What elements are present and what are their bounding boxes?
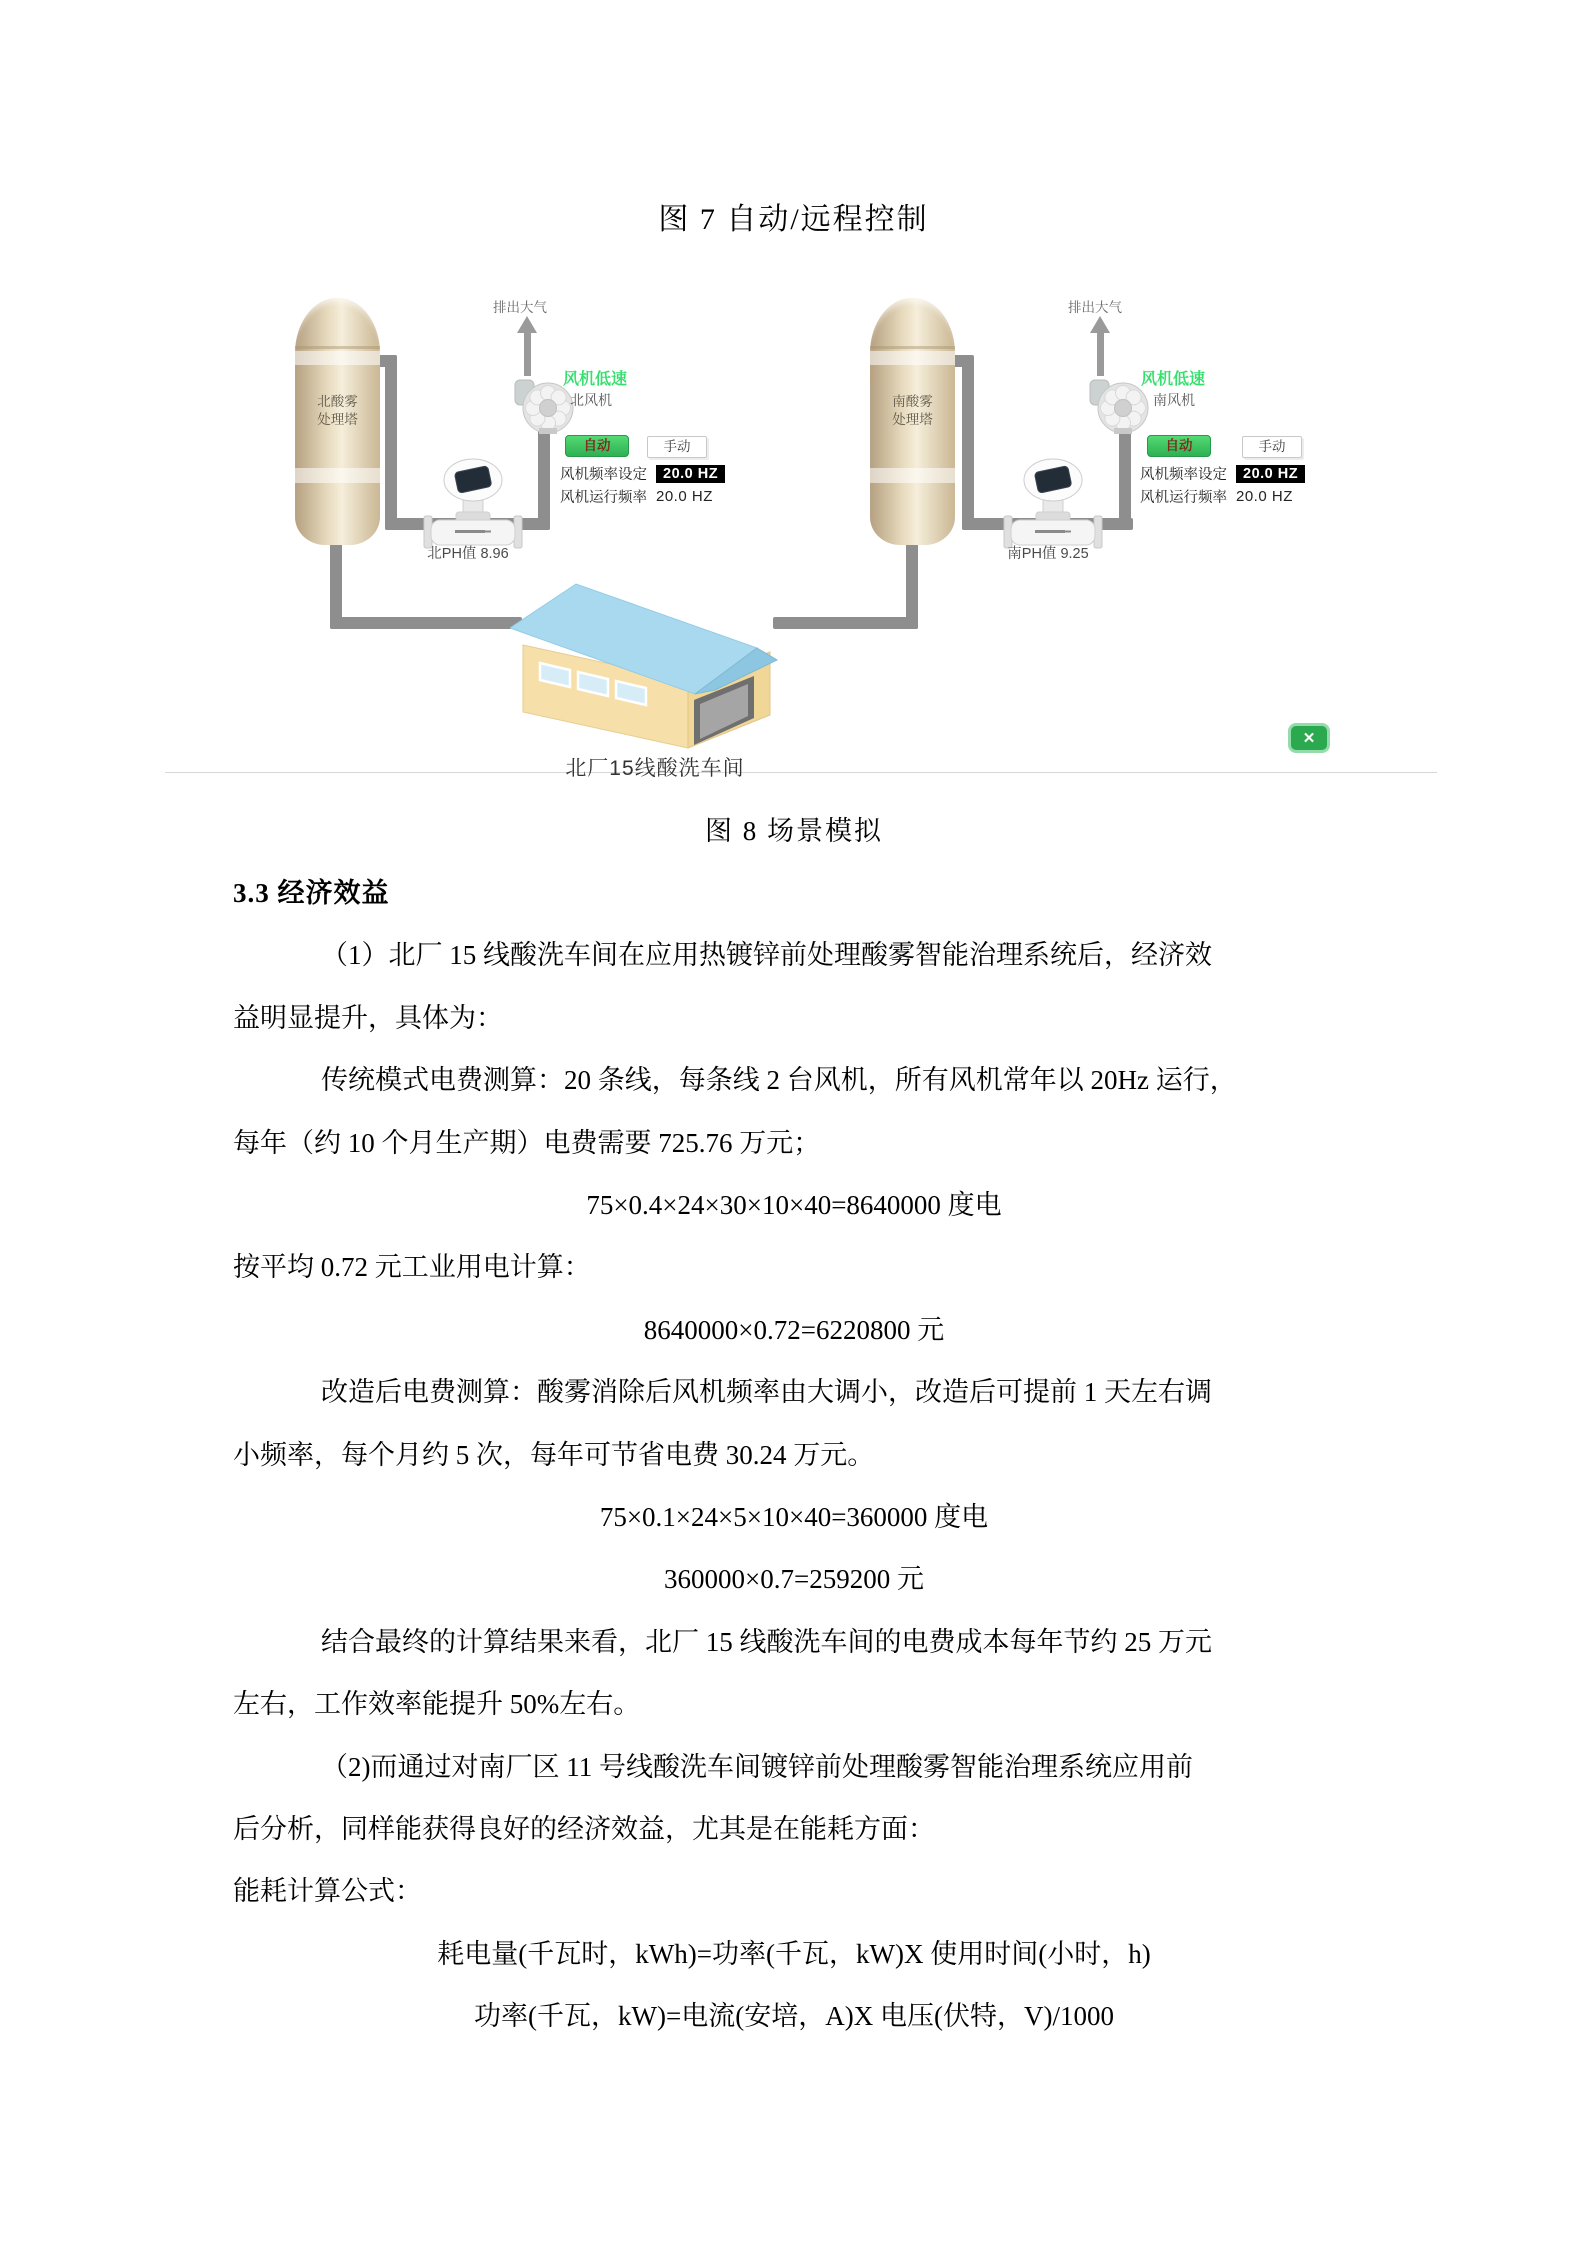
- body-line: 结合最终的计算结果来看，北厂 15 线酸洗车间的电费成本每年节约 25 万元: [321, 1626, 1212, 1657]
- formula-line: 耗电量(千瓦时，kWh)=功率(千瓦，kW)X 使用时间(小时，h): [437, 1938, 1151, 1969]
- formula-line: 75×0.1×24×5×10×40=360000 度电: [599, 1501, 989, 1532]
- north-ph-label: 北PH值 8.96: [427, 546, 509, 562]
- up-arrow-shaft: [1097, 332, 1104, 376]
- freq-run-label: 风机运行频率: [1140, 490, 1227, 506]
- south-manual-button[interactable]: 手动: [1242, 436, 1302, 458]
- formula-line: 75×0.4×24×30×10×40=8640000 度电: [586, 1190, 1002, 1221]
- tower-seam: [870, 346, 955, 349]
- south-exhaust-label: 排出大气: [1068, 300, 1122, 315]
- pipe: [773, 617, 918, 629]
- section-heading: 3.3 经济效益: [233, 878, 390, 909]
- up-arrow-icon: [1090, 316, 1110, 333]
- pipe: [962, 355, 974, 530]
- north-scrubber-tower: [295, 298, 380, 545]
- north-ph-value: 8.96: [480, 546, 509, 562]
- up-arrow-icon: [517, 316, 537, 333]
- north-frequency-set-display[interactable]: 20.0 HZ: [656, 465, 725, 483]
- north-fan-name: 北风机: [570, 392, 612, 408]
- south-auto-button[interactable]: 自动: [1147, 435, 1211, 457]
- north-frequency-run-value: 20.0 HZ: [656, 488, 713, 505]
- body-line: 左右，工作效率能提升 50%左右。: [233, 1689, 641, 1720]
- north-auto-button[interactable]: 自动: [565, 435, 629, 457]
- formula-line: 360000×0.7=259200 元: [664, 1564, 924, 1595]
- tower-seam: [295, 346, 380, 349]
- pipe: [385, 355, 397, 530]
- tower-band: [295, 468, 380, 483]
- north-fan-status: 风机低速: [563, 371, 628, 388]
- north-exhaust-label: 排出大气: [493, 300, 547, 315]
- pipe: [538, 430, 550, 530]
- north-ph-meter-icon: [423, 458, 523, 550]
- tower-band: [870, 468, 955, 483]
- pipe: [1119, 430, 1131, 530]
- freq-set-label: 风机频率设定: [1140, 467, 1227, 483]
- workshop-label: 北厂15线酸洗车间: [565, 757, 745, 780]
- south-frequency-run-value: 20.0 HZ: [1236, 488, 1293, 505]
- expand-icon: ✕: [1302, 730, 1316, 747]
- scene-simulation-figure: [165, 240, 1437, 780]
- body-text: [233, 797, 1355, 2045]
- south-fan-status: 风机低速: [1141, 371, 1206, 388]
- expand-button[interactable]: [1288, 723, 1330, 753]
- body-line: 小频率，每个月约 5 次，每年可节省电费 30.24 万元。: [233, 1439, 875, 1470]
- body-line: （2)而通过对南厂区 11 号线酸洗车间镀锌前处理酸雾智能治理系统应用前: [321, 1751, 1193, 1782]
- body-line: 能耗计算公式：: [233, 1876, 422, 1907]
- north-frequency-run-row: [560, 486, 713, 507]
- south-ph-meter-icon: [1003, 458, 1103, 550]
- figure7-caption: 图 7 自动/远程控制: [658, 203, 929, 236]
- south-tower-label: 南酸雾 处理塔: [892, 394, 933, 427]
- figure8-caption: 图 8 场景模拟: [705, 815, 883, 846]
- body-line: 益明显提升，具体为：: [233, 1002, 503, 1033]
- pipe: [330, 617, 522, 629]
- north-frequency-set-row: [560, 463, 725, 484]
- formula-line: 8640000×0.72=6220800 元: [643, 1314, 945, 1345]
- body-line: 传统模式电费测算：20 条线，每条线 2 台风机，所有风机常年以 20Hz 运行，: [321, 1065, 1237, 1096]
- south-frequency-set-row: [1140, 463, 1305, 484]
- body-line: 后分析，同样能获得良好的经济效益，尤其是在能耗方面：: [233, 1813, 935, 1844]
- freq-run-label: 风机运行频率: [560, 490, 647, 506]
- body-line: 改造后电费测算：酸雾消除后风机频率由大调小，改造后可提前 1 天左右调: [321, 1377, 1212, 1408]
- body-line: （1）北厂 15 线酸洗车间在应用热镀锌前处理酸雾智能治理系统后，经济效: [321, 940, 1212, 971]
- freq-set-label: 风机频率设定: [560, 467, 647, 483]
- tower-band: [295, 351, 380, 365]
- up-arrow-shaft: [524, 332, 531, 376]
- north-tower-label: 北酸雾 处理塔: [317, 394, 358, 427]
- south-ph-value: 9.25: [1060, 546, 1089, 562]
- body-line: 每年（约 10 个月生产期）电费需要 725.76 万元；: [233, 1127, 821, 1158]
- body-line: 按平均 0.72 元工业用电计算：: [233, 1252, 591, 1283]
- south-fan-name: 南风机: [1153, 392, 1195, 408]
- south-frequency-set-display[interactable]: 20.0 HZ: [1236, 465, 1305, 483]
- formula-line: 功率(千瓦，kW)=电流(安培，A)X 电压(伏特，V)/1000: [474, 2001, 1114, 2032]
- pipe: [906, 537, 918, 629]
- pipe: [330, 537, 342, 629]
- south-ph-label: 南PH值 9.25: [1007, 546, 1089, 562]
- tower-band: [870, 351, 955, 365]
- workshop-building: [510, 575, 790, 760]
- south-scrubber-tower: [870, 298, 955, 545]
- north-manual-button[interactable]: 手动: [647, 436, 707, 458]
- south-frequency-run-row: [1140, 486, 1293, 507]
